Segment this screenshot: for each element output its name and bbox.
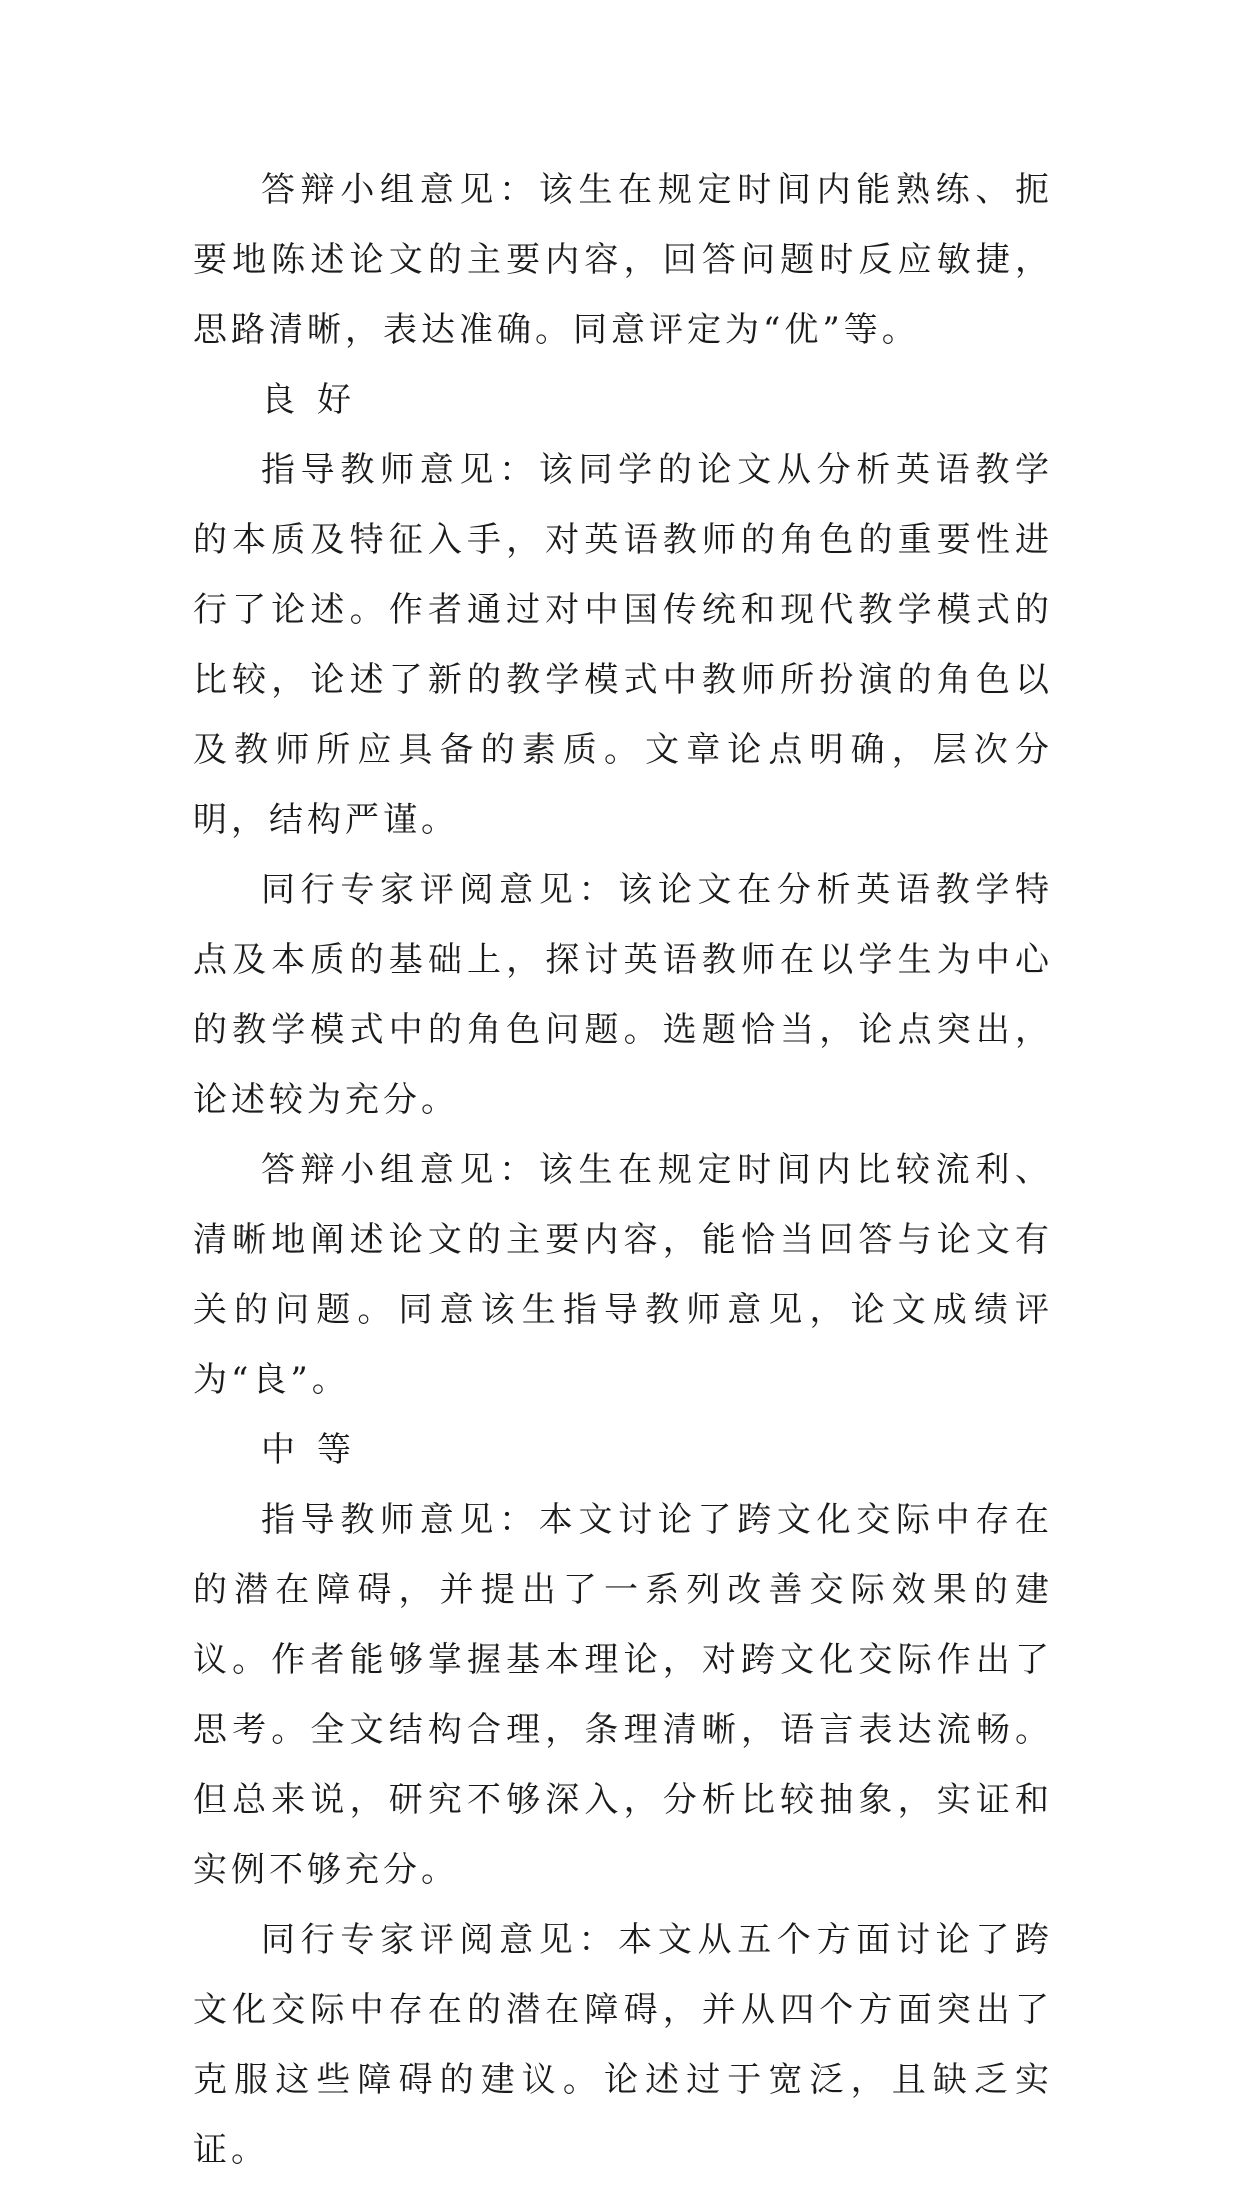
- grade-heading-good: 良好: [261, 380, 373, 420]
- defense-panel-opinion-good: 答辩小组意见：该生在规定时间内比较流利、清晰地阐述论文的主要内容，能恰当回答与论文有关的问题。同意该生指导教师意见，论文成绩评为“良”。: [193, 1150, 1053, 1400]
- peer-review-opinion-good: 同行专家评阅意见：该论文在分析英语教学特点及本质的基础上，探讨英语教师在以学生为中心的教学模式中的角色问题。选题恰当，论点突出，论述较为充分。: [193, 870, 1053, 1120]
- advisor-opinion-good: 指导教师意见：该同学的论文从分析英语教学的本质及特征入手，对英语教师的角色的重要性进行了论述。作者通过对中国传统和现代教学模式的比较，论述了新的教学模式中教师所扮演的角色以及教师所应具备的素质。文章论点明确，层次分明，结构严谨。: [193, 450, 1053, 840]
- defense-panel-opinion-excellent: 答辩小组意见：该生在规定时间内能熟练、扼要地陈述论文的主要内容，回答问题时反应敏捷，思路清晰，表达准确。同意评定为“优”等。: [193, 170, 1053, 350]
- advisor-opinion-medium: 指导教师意见：本文讨论了跨文化交际中存在的潜在障碍，并提出了一系列改善交际效果的建议。作者能够掌握基本理论，对跨文化交际作出了思考。全文结构合理，条理清晰，语言表达流畅。但总来说，研究不够深入，分析比较抽象，实证和实例不够充分。: [193, 1500, 1053, 1890]
- document-body: [193, 155, 1053, 2185]
- peer-review-opinion-medium: 同行专家评阅意见：本文从五个方面讨论了跨文化交际中存在的潜在障碍，并从四个方面突出了克服这些障碍的建议。论述过于宽泛，且缺乏实证。: [193, 1920, 1053, 2170]
- grade-heading-medium: 中等: [261, 1430, 373, 1470]
